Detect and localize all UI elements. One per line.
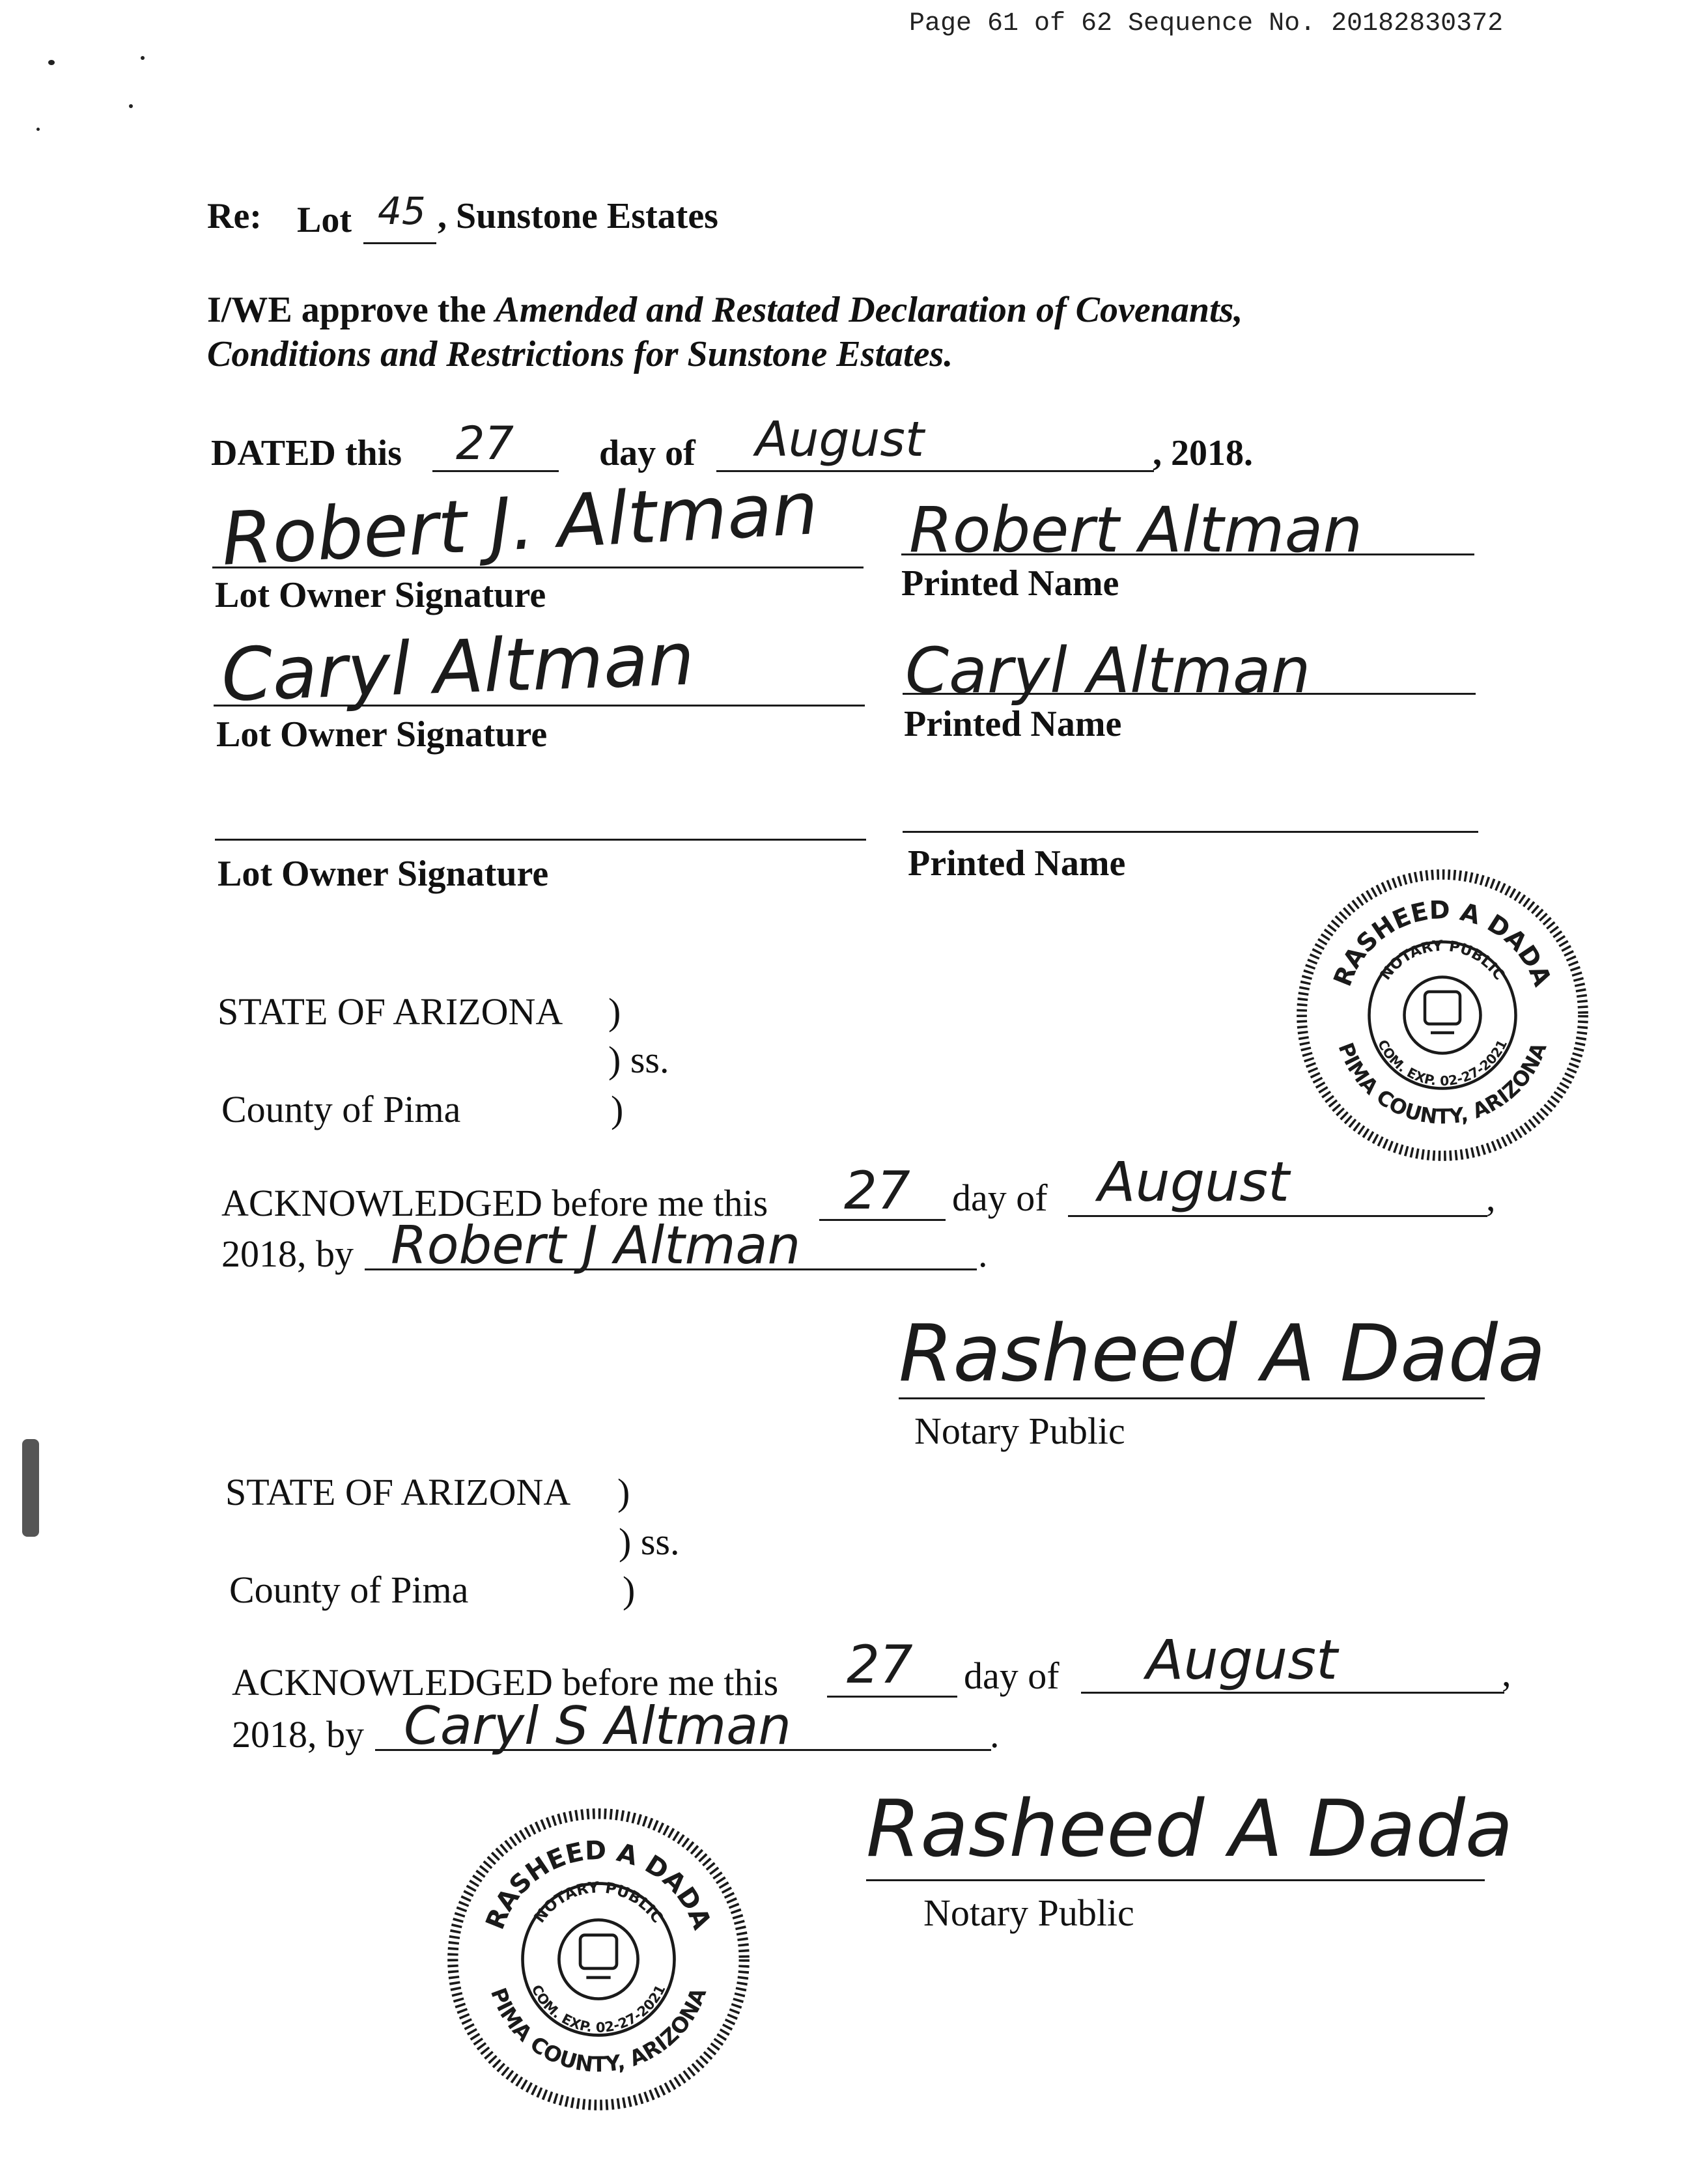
block-1-paren-1: ) (608, 990, 621, 1033)
dated-day-handwritten: 27 (456, 417, 514, 470)
block-1-month-handwritten: August (1098, 1150, 1289, 1214)
block-1-paren-2: ) (611, 1088, 624, 1130)
block-2-ack-prefix: ACKNOWLEDGED before me this (232, 1661, 779, 1703)
seal-2-expiry: COM. EXP. 02-27-2021 (528, 1982, 669, 2036)
dated-year: , 2018. (1153, 433, 1253, 473)
svg-text:COM. EXP. 02-27-2021 (528, 1982, 668, 2036)
svg-text:COM. EXP. 02-27-2021 (1375, 1037, 1510, 1089)
seal-1-title: NOTARY PUBLIC (1377, 937, 1508, 984)
lot-label: Lot (297, 200, 352, 240)
block-2-county: County of Pima (229, 1569, 469, 1611)
dated-prefix: DATED this (211, 433, 402, 473)
scan-edge-mark (22, 1439, 39, 1537)
seal-1-expiry: COM. EXP. 02-27-2021 (1374, 1037, 1511, 1089)
block-2-notary-signature: Rasheed A Dada (866, 1784, 1513, 1875)
block-2-state: STATE OF ARIZONA (225, 1471, 571, 1513)
dated-day-line (432, 470, 559, 472)
approval-line-2: Conditions and Restrictions for Sunstone Estates. (207, 334, 953, 374)
block-1-ack-prefix: ACKNOWLEDGED before me this (221, 1182, 768, 1224)
block-1-ss: ) ss. (608, 1039, 669, 1081)
dated-month-handwritten: August (755, 412, 924, 468)
block-1-notary-label: Notary Public (914, 1410, 1125, 1452)
block-1-notary-line (899, 1397, 1485, 1399)
owner-1-signature: Robert J. Altman (219, 466, 821, 582)
block-1-day-handwritten: 27 (844, 1160, 910, 1221)
block-1-state: STATE OF ARIZONA (218, 990, 563, 1033)
owner-2-signature: Caryl Altman (219, 617, 696, 718)
lot-number-line (363, 242, 436, 244)
block-2-ss: ) ss. (619, 1520, 680, 1563)
block-1-county: County of Pima (221, 1088, 461, 1130)
owner-1-signature-line (212, 567, 864, 568)
block-1-comma: , (1486, 1177, 1496, 1219)
block-1-day-of: day of (952, 1177, 1048, 1219)
owner-3-signature-label: Lot Owner Signature (218, 854, 549, 894)
block-2-period: . (990, 1713, 1000, 1756)
owner-1-printed-name-label: Printed Name (901, 563, 1119, 604)
block-2-day-of: day of (964, 1655, 1060, 1697)
owner-1-signature-label: Lot Owner Signature (215, 575, 546, 615)
owner-3-printed-name-line (903, 831, 1478, 833)
scan-speck (36, 128, 40, 131)
block-2-notary-line (866, 1879, 1485, 1881)
owner-3-printed-name-label: Printed Name (908, 843, 1126, 884)
block-2-year-by: 2018, by (232, 1713, 364, 1756)
owner-2-signature-label: Lot Owner Signature (216, 714, 548, 755)
block-1-notary-signature: Rasheed A Dada (899, 1309, 1546, 1399)
scan-speck (48, 60, 55, 65)
block-2-notary-label: Notary Public (923, 1892, 1134, 1934)
owner-2-printed-name-label: Printed Name (904, 704, 1122, 744)
block-1-period: . (978, 1233, 988, 1275)
block-2-paren-1: ) (617, 1471, 630, 1513)
block-2-month-line (1081, 1692, 1504, 1694)
block-2-name-handwritten: Caryl S Altman (404, 1696, 791, 1756)
scan-speck (141, 56, 145, 60)
dated-mid: day of (599, 433, 695, 473)
lot-suffix: , Sunstone Estates (438, 196, 718, 236)
block-1-name-handwritten: Robert J Altman (391, 1215, 801, 1276)
approval-line-1: I/WE approve the Amended and Restated Declaration of Covenants, (207, 290, 1243, 330)
block-2-day-line (827, 1696, 957, 1698)
block-2-day-handwritten: 27 (847, 1634, 913, 1695)
block-1-year-by: 2018, by (221, 1233, 354, 1275)
seal-1-county: PIMA COUNTY, ARIZONA (1333, 1039, 1552, 1129)
seal-2-county: PIMA COUNTY, ARIZONA (485, 1984, 712, 2077)
owner-1-printed-name-handwritten: Robert Altman (909, 494, 1363, 567)
owner-1-printed-name-line (901, 553, 1474, 555)
page-header: Page 61 of 62 Sequence No. 20182830372 (909, 9, 1504, 38)
owner-3-signature-line (215, 839, 866, 841)
seal-1-name: RASHEED A DADA (1328, 895, 1557, 990)
notary-seal-2 (447, 1808, 750, 2111)
lot-number-handwritten: 45 (378, 189, 426, 233)
re-label: Re: (207, 196, 262, 236)
owner-2-signature-line (214, 705, 865, 707)
seal-2-name: RASHEED A DADA (480, 1835, 717, 1934)
seal-2-title: NOTARY PUBLIC (530, 1879, 667, 1927)
owner-2-printed-name-line (903, 693, 1476, 695)
block-1-month-line (1068, 1215, 1487, 1217)
block-2-month-handwritten: August (1146, 1628, 1338, 1692)
block-2-comma: , (1502, 1652, 1511, 1694)
block-2-paren-2: ) (623, 1569, 636, 1611)
notary-seal-1 (1296, 869, 1589, 1162)
owner-2-printed-name-handwritten: Caryl Altman (905, 634, 1311, 707)
scan-speck (129, 104, 133, 108)
